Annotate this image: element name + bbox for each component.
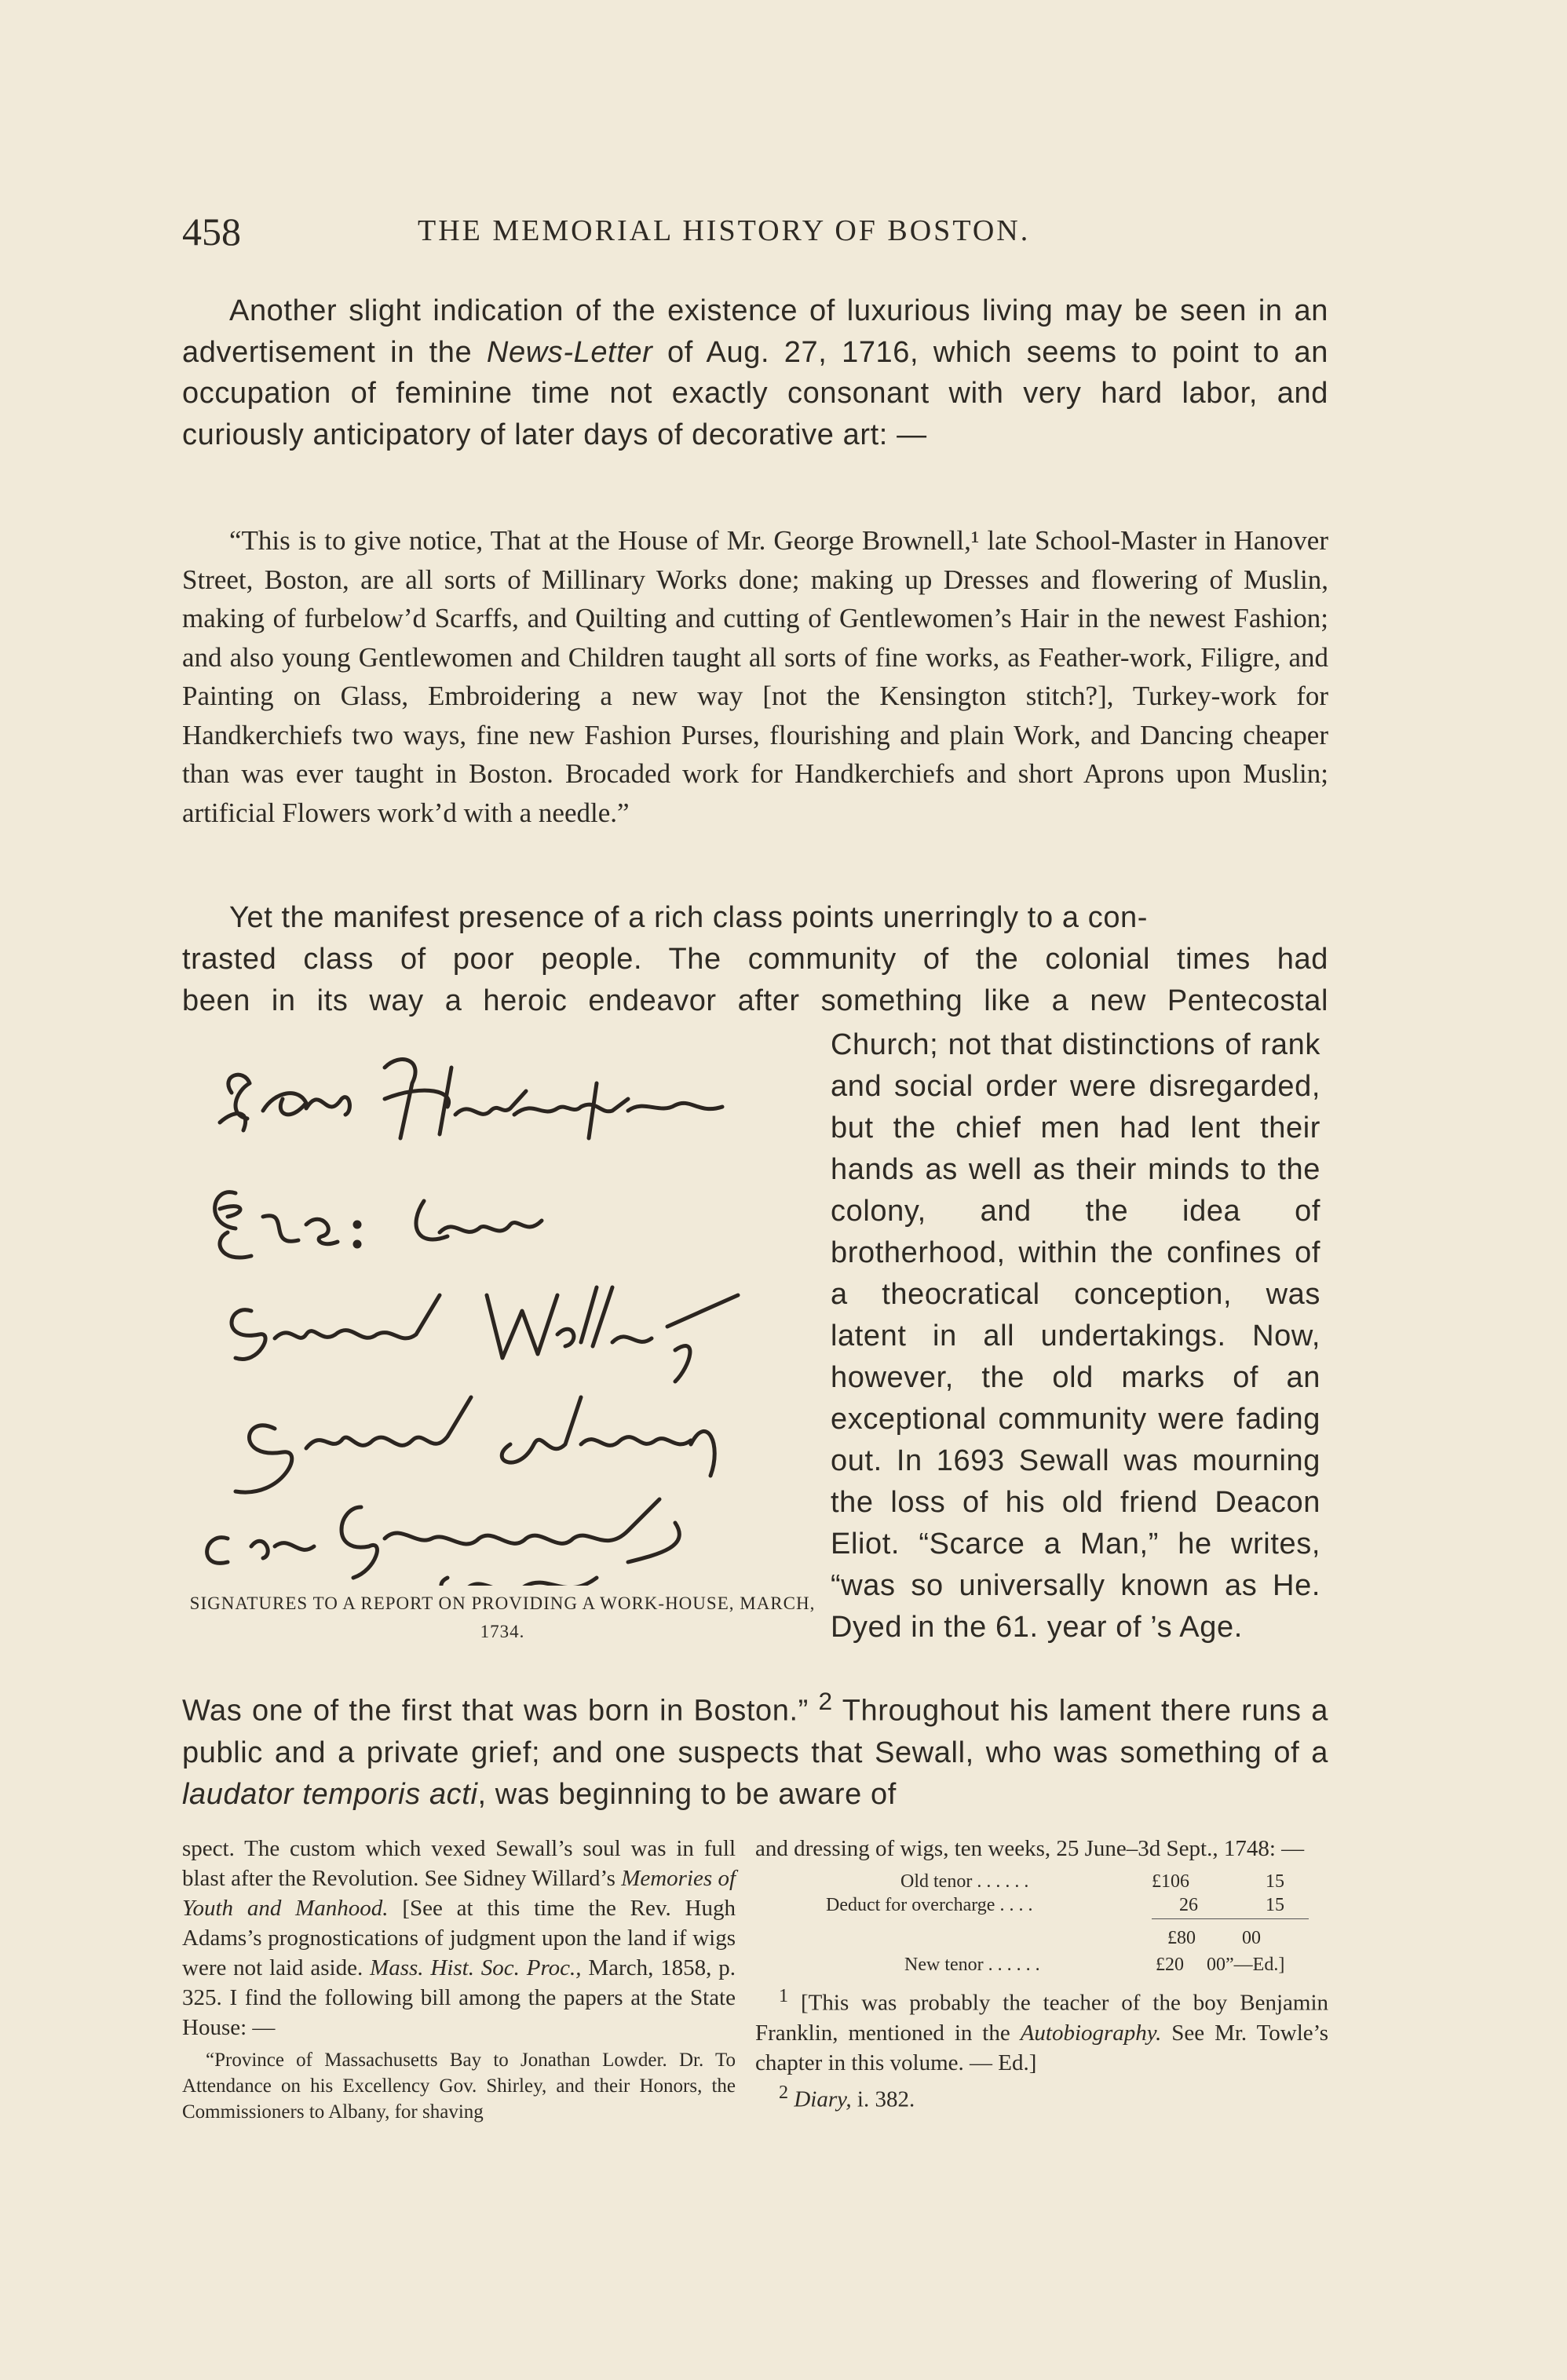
fn-left-italic-a: Memories of Youth and Manhood. — [182, 1866, 736, 1921]
para2-line-1: Yet the manifest presence of a rich class points unerringly to a con- — [229, 901, 1149, 934]
signatures-image — [188, 1036, 824, 1586]
bill-row-shillings: 00”—Ed.] — [1207, 1955, 1285, 1975]
after-text-c: , was beginning to be aware of — [477, 1777, 897, 1811]
wrapped-text-column: Church; not that distinctions of rank and social order were disregarded, but the chief men had lent their hands as well as their minds to the colony, and the idea of brotherhood, within the confines of a theocratical conception, was latent in all undertakings. Now, however, the old marks of an exceptional community were fading out. In 1693 Sewall was mourning the loss of his old friend Deacon Eliot. “Scarce a Man,” he writes, “was so universally known as He. Dyed in the 61. year of ’s Age. — [831, 1028, 1320, 1644]
bill-rule — [1152, 1918, 1309, 1919]
bill-table — [755, 1863, 1328, 1981]
bill-row-shillings: 15 — [1266, 1895, 1284, 1915]
footnote-1-b: See Mr. Towle’s chapter in this volume. — Ed.] — [755, 2020, 1328, 2075]
bill-row-pounds: £106 — [1152, 1871, 1189, 1892]
bill-row-pounds: £80 — [1167, 1928, 1196, 1948]
para1-text-b: of Aug. 27, 1716, which seems to point to an occupation of feminine time not exactly consonant with very hard labor, and curiously anticipatory of later days of decorative art: — — [182, 335, 1329, 451]
bill-row-label: Deduct for overcharge . . . . — [826, 1895, 1033, 1915]
bill-row-pounds: £20 — [1156, 1955, 1184, 1975]
paragraph-intro — [182, 290, 1328, 455]
advertisement-quote — [182, 521, 1328, 832]
quote-text: “This is to give notice, That at the House of Mr. George Brownell,¹ late School-Master in Hanover Street, Boston, are all sorts of Millinary Works done; making up Dresses and flowering of Muslin, making of furbelow’d Scarffs, and Quilting and cutting of Gentlewomen’s Hair in the newest Fashion; and also young Gentlewomen and Children taught all sorts of fine works, as Feather-work, Filigre, and Painting on Glass, Embroidering a new way [not the Kensington stitch?], Turkey-work for Handkerchiefs two ways, fine new Fashion Purses, flourishing and plain Work, and Dancing cheaper than was ever taught in Boston. Brocaded work for Handkerchiefs and short Aprons upon Muslin; artificial Flowers work’d with a needle.” — [182, 525, 1328, 828]
footnote-ref-2: 2 — [818, 1687, 833, 1715]
paragraph-poor-class — [182, 897, 1328, 1022]
running-title: THE MEMORIAL HISTORY OF BOSTON. — [418, 214, 1031, 247]
bill-row-label: New tenor . . . . . . — [904, 1955, 1040, 1975]
bill-row-shillings: 15 — [1266, 1871, 1284, 1892]
footnote-2 — [755, 2078, 1328, 2115]
after-text-a: Was one of the first that was born in Boston.” — [182, 1694, 819, 1728]
para2-line-2: trasted class of poor people. The community of the colonial times had — [182, 943, 1328, 976]
bill-row-pounds: 26 — [1179, 1895, 1198, 1915]
footnote-1-italic: Autobiography. — [1020, 2020, 1162, 2046]
bill-intro: and dressing of wigs, ten weeks, 25 June–3d Sept., 1748: — — [755, 1836, 1305, 1861]
footnotes-right-column — [755, 1834, 1328, 2114]
footnote-2-b: i. 382. — [851, 2086, 915, 2112]
footnote-2-mark: 2 — [779, 2081, 789, 2103]
fn-left-c: March, 1858, p. 325. I find the following bill among the papers at the State House: — — [182, 1955, 736, 2040]
fn-left-italic-b: Mass. Hist. Soc. Proc., — [370, 1955, 582, 1980]
latin-phrase: laudator temporis acti — [182, 1777, 478, 1811]
footnote-2-italic: Diary, — [794, 2086, 852, 2112]
page-number: 458 — [182, 210, 241, 254]
signatures-caption: SIGNATURES TO A REPORT ON PROVIDING A WORK-HOUSE, MARCH, 1734. — [189, 1593, 816, 1641]
para2-line-3: been in its way a heroic endeavor after something like a new Pentecostal — [182, 984, 1328, 1017]
bill-quote-start: “Province of Massachusetts Bay to Jonathan Lowder. Dr. To Attendance on his Excellency Gov. Shirley, and their Honors, the Commissioners to Albany, for shaving — [182, 2050, 736, 2123]
bill-row-label: Old tenor . . . . . . — [900, 1871, 1029, 1892]
signatures-facsimile — [188, 1036, 824, 1586]
fn-left-b: [See at this time the Rev. Hugh Adams’s prognostications of judgment upon the land if wigs were not laid aside. — [182, 1896, 736, 1980]
after-text-b: Throughout his lament there runs a public and a private grief; and one suspects that Sewall, who was something of a — [182, 1694, 1328, 1769]
bill-row-shillings: 00 — [1242, 1928, 1261, 1948]
fn-left-a: spect. The custom which vexed Sewall’s soul was in full blast after the Revolution. See Sidney Willard’s — [182, 1836, 736, 1891]
footnote-1-a: [This was probably the teacher of the boy Benjamin Franklin, mentioned in the — [755, 1990, 1328, 2046]
footnote-1 — [755, 1981, 1328, 2078]
footnote-left-text — [182, 1834, 736, 2042]
footnotes-left-column — [182, 1834, 736, 2125]
page-header — [182, 206, 1328, 261]
footnote-1-mark: 1 — [779, 1985, 789, 2006]
paragraph-continuation — [182, 1681, 1328, 1816]
newsletter-title: News-Letter — [486, 335, 653, 369]
para1-text-a: Another slight indication of the existence of luxurious living may be seen in an advertisement in the — [182, 294, 1328, 369]
